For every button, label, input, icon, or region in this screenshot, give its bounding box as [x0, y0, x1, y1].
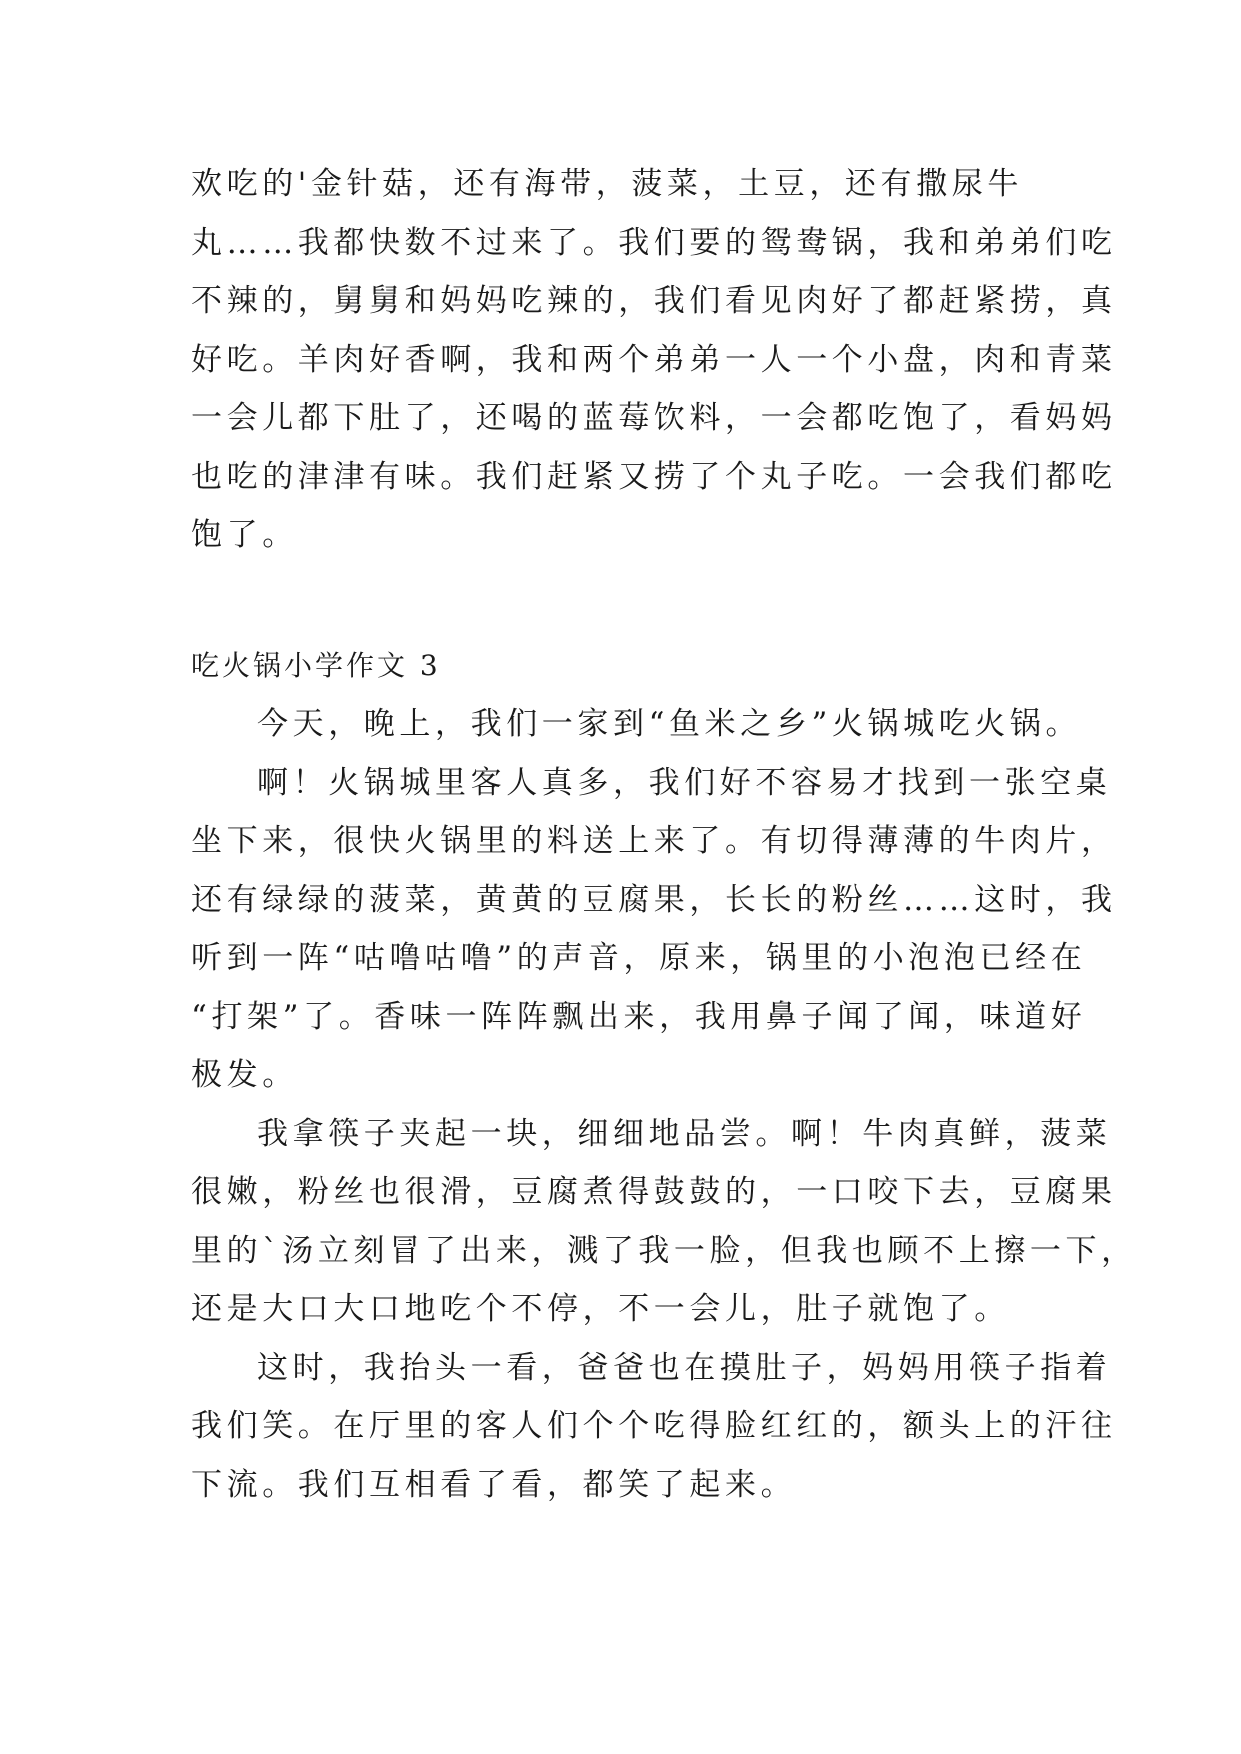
- text-line: 不辣的，舅舅和妈妈吃辣的，我们看见肉好了都赶紧捞，真: [191, 283, 1117, 319]
- text-line: 听到一阵“咕噜咕噜”的声音，原来，锅里的小泡泡已经在: [191, 940, 1087, 976]
- document-page: [191, 155, 1137, 1514]
- text-line: 丸……我都快数不过来了。我们要的鸳鸯锅，我和弟弟们吃: [191, 224, 1117, 261]
- paragraph-4: [191, 1339, 1117, 1515]
- paragraph-3: [191, 1105, 1137, 1339]
- section-spacer: [191, 565, 1061, 637]
- text-line: 极发。: [191, 1057, 298, 1093]
- text-line: 很嫩，粉丝也很滑，豆腐煮得鼓鼓的，一口咬下去，豆腐果: [191, 1174, 1117, 1210]
- essay-heading: 吃火锅小学作文 3: [191, 648, 441, 682]
- text-line: 还是大口大口地吃个不停，不一会儿，肚子就饱了。: [191, 1291, 1010, 1327]
- text-line: 一会儿都下肚了，还喝的蓝莓饮料，一会都吃饱了，看妈妈: [191, 400, 1117, 436]
- text-line: 今天，晚上，我们一家到“鱼米之乡”火锅城吃火锅。: [257, 706, 1082, 742]
- paragraph-continuation: [191, 155, 1117, 565]
- text-line: 好吃。羊肉好香啊，我和两个弟弟一人一个小盘，肉和青菜: [191, 341, 1117, 378]
- text-line: 我们笑。在厅里的客人们个个吃得脸红红的，额头上的汗往: [191, 1408, 1117, 1444]
- text-line: 坐下来，很快火锅里的料送上来了。有切得薄薄的牛肉片，: [191, 823, 1117, 859]
- text-line: 也吃的津津有味。我们赶紧又捞了个丸子吃。一会我们都吃: [191, 458, 1117, 495]
- text-line: 饱了。: [191, 517, 298, 553]
- paragraph-2: [191, 754, 1117, 1105]
- text-line: 欢吃的'金针菇，还有海带，菠菜，土豆，还有撒尿牛: [191, 166, 1023, 202]
- paragraph-1: [191, 695, 1082, 754]
- text-line: 里的`汤立刻冒了出来，溅了我一脸，但我也顾不上擦一下，: [191, 1232, 1137, 1269]
- text-line: 啊！火锅城里客人真多，我们好不容易才找到一张空桌: [257, 764, 1112, 801]
- text-line: 这时，我抬头一看，爸爸也在摸肚子，妈妈用筷子指着: [257, 1349, 1112, 1386]
- text-line: 我拿筷子夹起一块，细细地品尝。啊！牛肉真鲜，菠菜: [257, 1115, 1112, 1152]
- text-line: 下流。我们互相看了看，都笑了起来。: [191, 1466, 797, 1503]
- text-line: 还有绿绿的菠菜，黄黄的豆腐果，长长的粉丝……这时，我: [191, 881, 1117, 918]
- text-line: “打架”了。香味一阵阵飘出来，我用鼻子闻了闻，味道好: [191, 998, 1087, 1035]
